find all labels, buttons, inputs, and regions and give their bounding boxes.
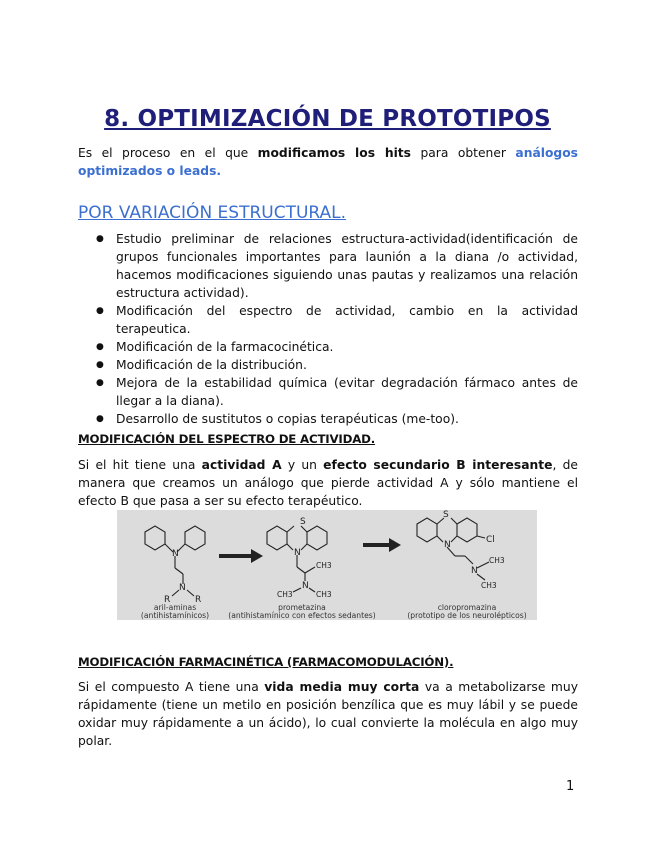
atom-label-ch3: CH3 <box>481 581 497 590</box>
intro-bold-hits: modificamos los hits <box>257 146 412 160</box>
atom-label-ch3: CH3 <box>316 590 332 599</box>
atom-label-n: N <box>179 583 186 593</box>
intro-text-2: para obtener <box>411 146 516 160</box>
atom-label-n: N <box>471 566 478 576</box>
intro-text: Es el proceso en el que <box>78 146 258 160</box>
atom-label-ch3: CH3 <box>277 590 293 599</box>
list-item <box>96 410 578 428</box>
espectro-text: Si el hit tiene una <box>78 458 202 472</box>
atom-label-cl: Cl <box>486 535 495 545</box>
espectro-text-2: y un <box>281 458 324 472</box>
compound-caption: aril-aminas <box>153 603 197 612</box>
farmacinetica-paragraph <box>78 678 578 750</box>
list-item-text: Mejora de la estabilidad química (evitar degradación fármaco antes de llegar a la diana). <box>116 376 578 408</box>
atom-label-s: S <box>443 510 449 520</box>
farmacinetica-text: Si el compuesto A tiene una <box>78 680 265 694</box>
bullet-icon: ● <box>96 342 104 352</box>
compound-caption: (antihistamínico con efectos sedantes) <box>228 611 376 620</box>
chemical-structures-diagram <box>117 510 537 620</box>
bullet-icon: ● <box>96 378 104 388</box>
farmacinetica-bold-vida: vida media muy corta <box>264 680 420 694</box>
benzene-ring-shape <box>307 526 327 550</box>
list-item-text: Desarrollo de sustitutos o copias terapéuticas (me-too). <box>116 412 459 426</box>
list-item <box>96 230 578 302</box>
bullet-icon: ● <box>96 306 104 316</box>
benzene-ring-shape <box>267 526 287 550</box>
bullet-list <box>96 230 578 428</box>
intro-highlight-leads: análogos optimizados o leads <box>78 146 578 178</box>
atom-label-ch3: CH3 <box>489 556 505 565</box>
intro-period: . <box>216 164 222 178</box>
list-item <box>96 374 578 410</box>
section-heading-variacion: POR VARIACIÓN ESTRUCTURAL. <box>78 203 347 223</box>
atom-label-n: N <box>444 540 451 550</box>
list-item-text: Modificación de la farmacocinética. <box>116 340 334 354</box>
compound-caption: prometazina <box>278 603 326 612</box>
atom-label-n: N <box>302 581 309 591</box>
section-heading-farmacinetica: MODIFICACIÓN FARMACINÉTICA (FARMACOMODULACIÓN). <box>78 655 454 669</box>
benzene-ring-shape <box>185 526 205 550</box>
benzene-ring-shape <box>417 518 437 542</box>
atom-label-r: R <box>164 595 171 605</box>
intro-paragraph <box>78 144 578 180</box>
atom-label-ch3: CH3 <box>316 561 332 570</box>
espectro-paragraph <box>78 456 578 510</box>
list-item <box>96 356 578 374</box>
atom-label-r: R <box>195 595 202 605</box>
benzene-ring-shape <box>145 526 165 550</box>
atom-label-s: S <box>300 517 306 527</box>
page-title: 8. OPTIMIZACIÓN DE PROTOTIPOS <box>104 106 551 132</box>
atom-label-n: N <box>172 549 179 559</box>
espectro-bold-actividad: actividad A <box>201 458 282 472</box>
bullet-icon: ● <box>96 234 104 244</box>
list-item <box>96 338 578 356</box>
espectro-bold-efecto: efecto secundario B interesante <box>323 458 553 472</box>
structure-figure <box>117 510 537 620</box>
section-heading-espectro: MODIFICACIÓN DEL ESPECTRO DE ACTIVIDAD. <box>78 432 375 446</box>
farmacinetica-text-2: va a metabolizarse muy rápidamente (tiene un metilo en posición benzílica que es muy lábil y se puede oxidar muy rápidamente a un ácido), lo cual convierte la molécula en algo muy polar. <box>78 680 578 748</box>
list-item-text: Estudio preliminar de relaciones estructura-actividad(identificación de grupos funcionales importantes para launión a la diana /o actividad, hacemos modificaciones siguiendo unas pautas y realizamos una relación estructura actividad). <box>116 232 578 300</box>
list-item-text: Modificación del espectro de actividad, cambio en la actividad terapeutica. <box>116 304 578 336</box>
bullet-icon: ● <box>96 414 104 424</box>
page-number: 1 <box>566 779 575 794</box>
bullet-icon: ● <box>96 360 104 370</box>
benzene-ring-shape <box>457 518 477 542</box>
compound-caption: (prototipo de los neurolépticos) <box>407 611 527 620</box>
compound-caption: (antihistamínicos) <box>140 611 210 620</box>
list-item-text: Modificación de la distribución. <box>116 358 307 372</box>
atom-label-n: N <box>294 548 301 558</box>
list-item <box>96 302 578 338</box>
compound-caption: cloropromazina <box>437 603 497 612</box>
espectro-text-3: , de manera que creamos un análogo que pierde actividad A y sólo mantiene el efecto B que pasa a ser su efecto terapéutico. <box>78 458 578 508</box>
